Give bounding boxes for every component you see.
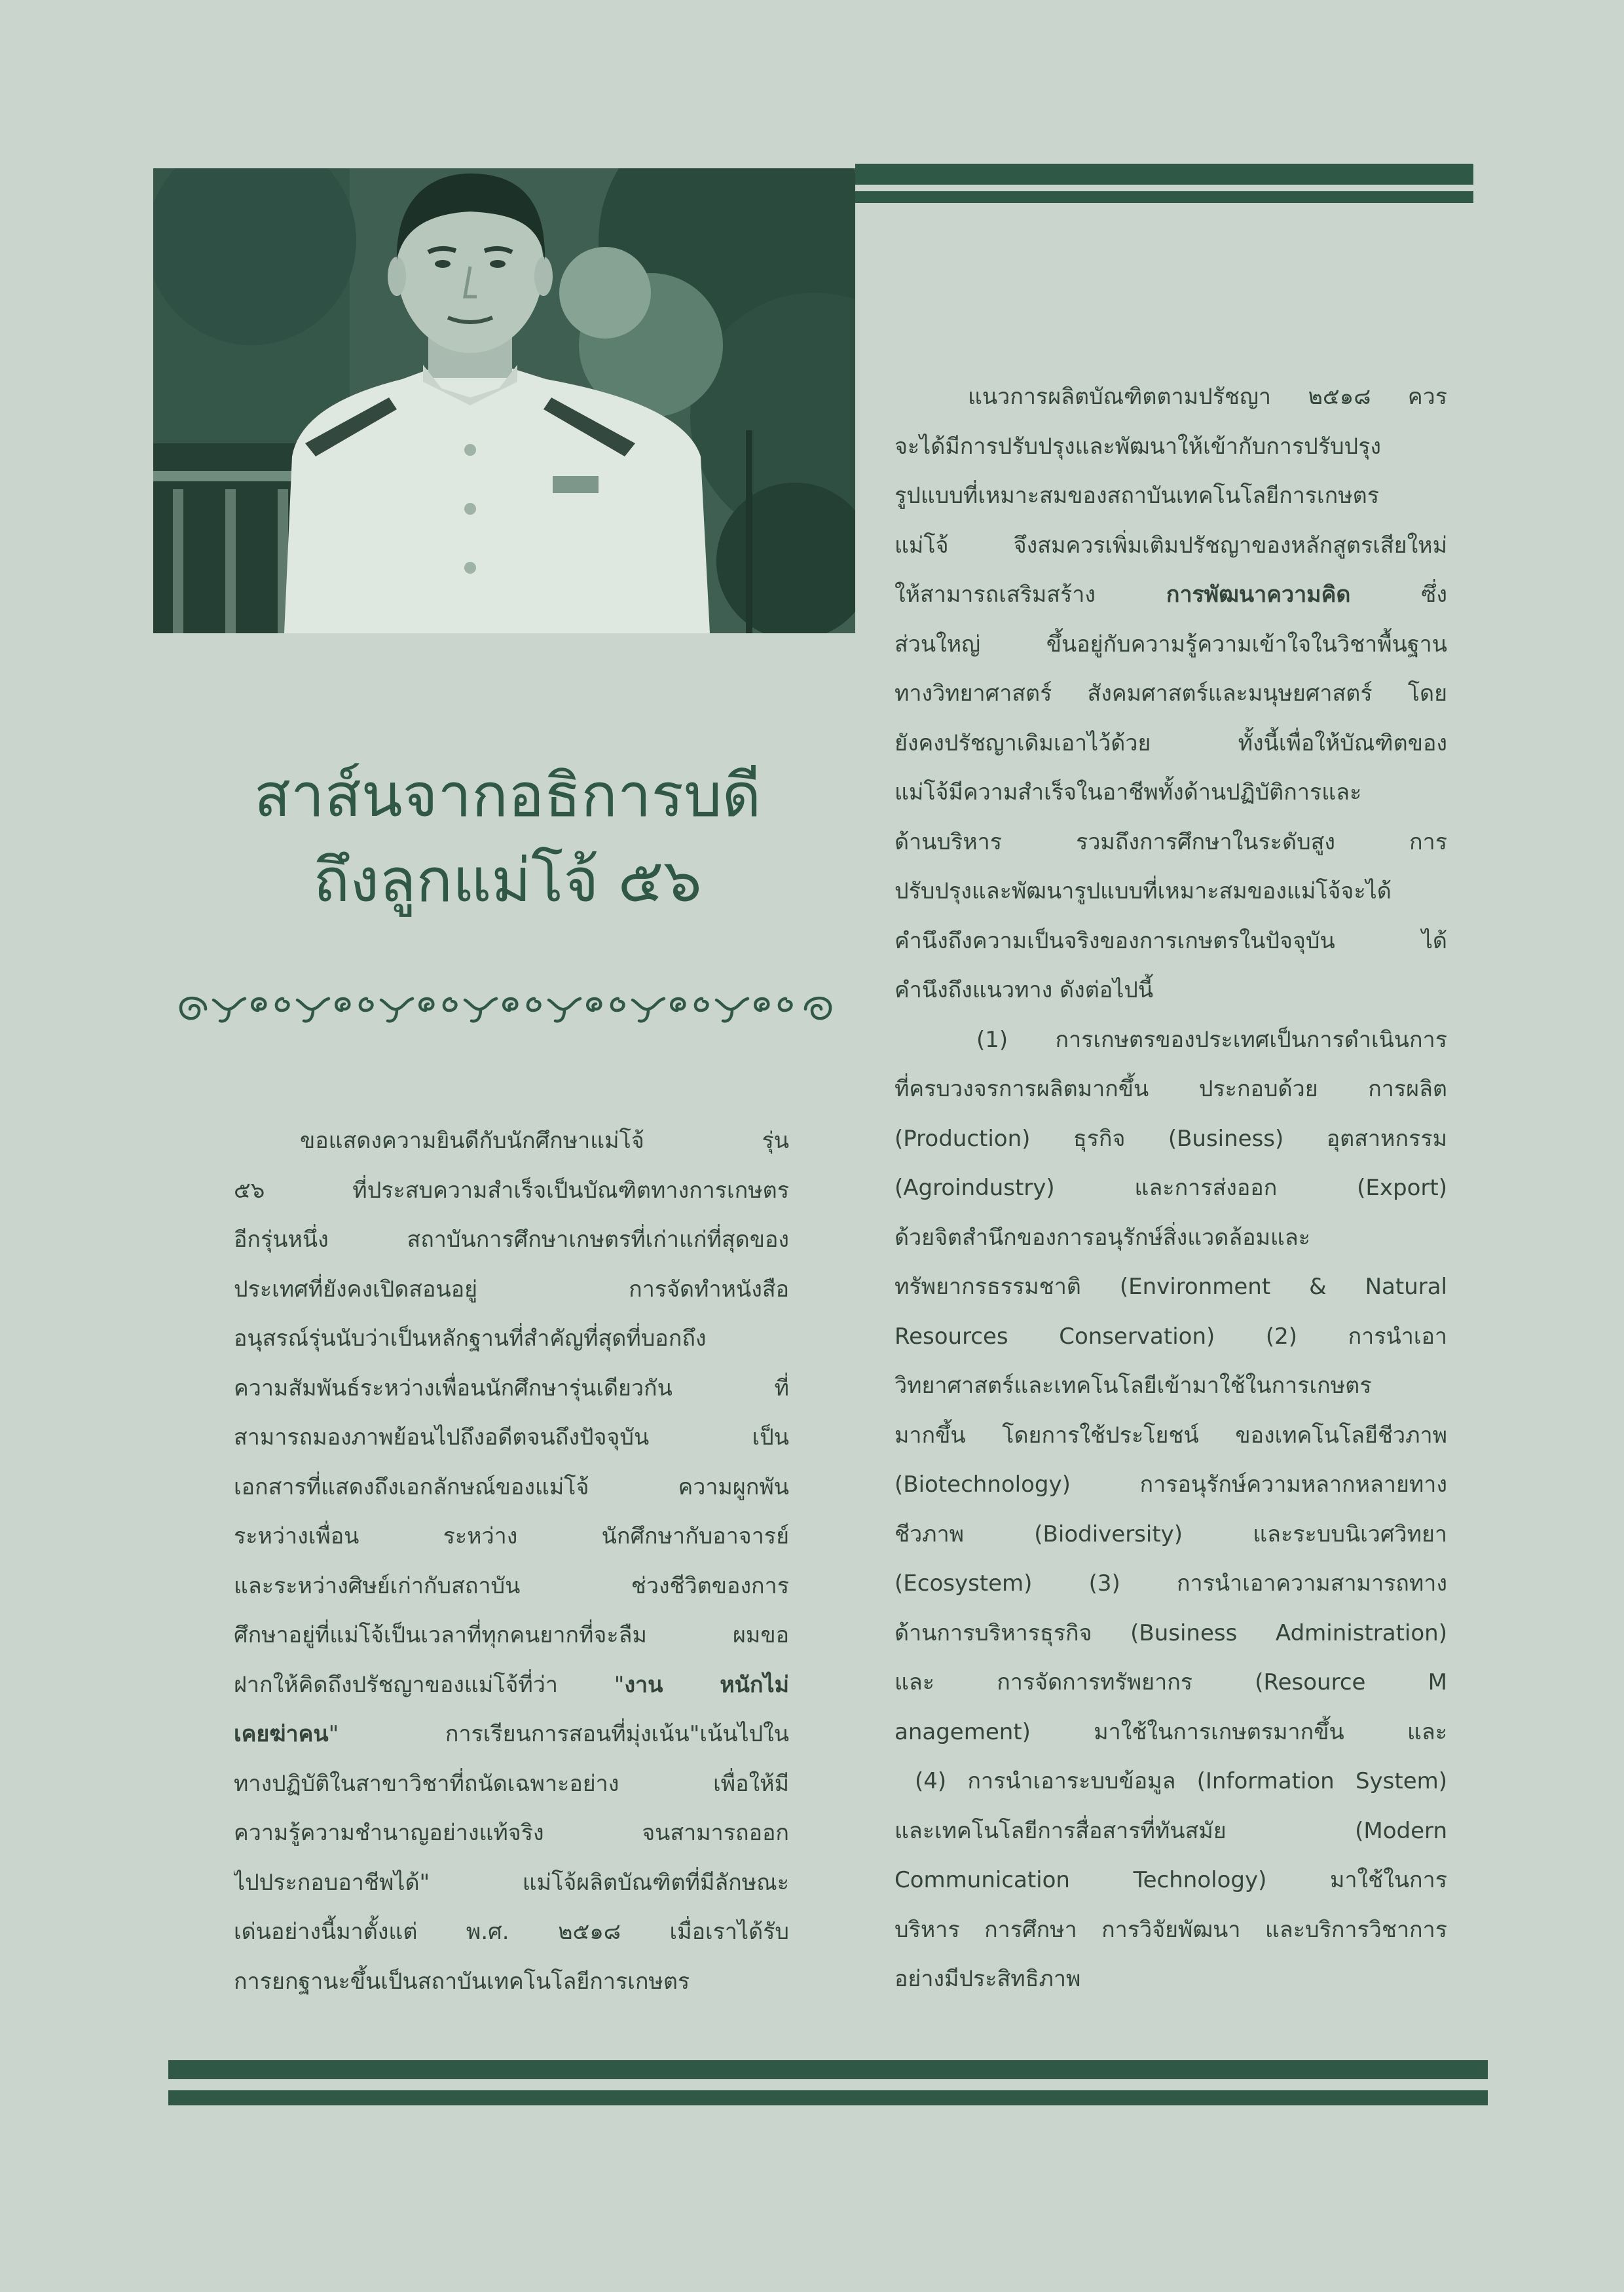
- title-line-1: สาส์นจากอธิการบดี: [253, 760, 762, 830]
- emphasis-text: การพัฒนาความคิด: [1166, 582, 1351, 608]
- paragraph-line: [234, 1661, 789, 1710]
- paragraph-line: (Agroindustry) และการส่งออก (Export): [895, 1175, 1447, 1201]
- paragraph-line: [234, 1710, 789, 1760]
- paragraph-line: ทางวิทยาศาสตร์ สังคมศาสตร์และมนุษยศาสตร์ โดย: [895, 680, 1447, 707]
- ornament-end-left: [181, 998, 206, 1018]
- paragraph-line: อย่างมีประสิทธิภาพ: [895, 1966, 1081, 1992]
- paragraph-line: แนวการผลิตบัณฑิตตามปรัชญา ๒๕๑๘ ควร: [968, 384, 1447, 410]
- paragraph-line: (Production) ธุรกิจ (Business) อุตสาหกรรม: [895, 1125, 1447, 1152]
- paragraph-line: ขอแสดงความยินดีกับนักศึกษาแม่โจ้ รุ่น: [300, 1128, 789, 1154]
- bottom-rule-thick: [168, 2060, 1488, 2079]
- paragraph-line: ปรับปรุงและพัฒนารูปแบบที่เหมาะสมของแม่โจ้จะได้: [895, 878, 1392, 904]
- uniform-button: [464, 503, 476, 515]
- paragraph-line: วิทยาศาสตร์และเทคโนโลยีเข้ามาใช้ในการเกษตร: [895, 1373, 1372, 1399]
- paragraph-line: รูปแบบที่เหมาะสมของสถาบันเทคโนโลยีการเกษตร: [895, 483, 1380, 509]
- left-column-text: [234, 1117, 789, 2006]
- ornament-motif: [297, 999, 372, 1021]
- paragraph-line: คำนึงถึงแนวทาง ดังต่อไปนี้: [895, 977, 1154, 1003]
- paragraph-line: แม่โจ้ จึงสมควรเพิ่มเติมปรัชญาของหลักสูตรเสียใหม่: [895, 532, 1447, 559]
- left-ear: [388, 257, 406, 296]
- paragraph-line: Communication Technology) มาใช้ในการ: [895, 1867, 1447, 1893]
- paragraph-line: และ การจัดการทรัพยากร (Resource M: [895, 1669, 1447, 1695]
- paragraph-line: ชีวภาพ (Biodiversity) และระบบนิเวศวิทยา: [895, 1521, 1447, 1547]
- paragraph-line: anagement) มาใช้ในการเกษตรมากขึ้น และ: [895, 1718, 1447, 1745]
- paragraph-line: อนุสรณ์รุ่นนับว่าเป็นหลักฐานที่สำคัญที่สุดที่บอกถึง: [234, 1325, 707, 1352]
- paragraph-line: ระหว่างเพื่อน ระหว่าง นักศึกษากับอาจารย์: [234, 1523, 789, 1549]
- paragraph-line: อีกรุ่นหนึ่ง สถาบันการศึกษาเกษตรที่เก่าแก่ที่สุดของ: [234, 1227, 789, 1253]
- paragraph-line: การยกฐานะขึ้นเป็นสถาบันเทคโนโลยีการเกษตร: [234, 1968, 690, 1995]
- paragraph-line: [895, 570, 1447, 620]
- paragraph-line: ด้วยจิตสำนึกของการอนุรักษ์สิ่งแวดล้อมและ: [895, 1224, 1311, 1251]
- ornament-motif: [549, 999, 623, 1021]
- left-eye: [435, 260, 451, 268]
- ornament-motif: [381, 999, 456, 1021]
- paragraph-line: ศึกษาอยู่ที่แม่โจ้เป็นเวลาที่ทุกคนยากที่จะลืม ผมขอ: [234, 1622, 789, 1648]
- paragraph-line: ทรัพยากรธรรมชาติ (Environment & Natural: [895, 1274, 1447, 1300]
- paragraph-line: (1) การเกษตรของประเทศเป็นการดำเนินการ: [976, 1026, 1447, 1053]
- paragraph-line: ด้านบริหาร รวมถึงการศึกษาในระดับสูง การ: [895, 828, 1447, 855]
- paragraph-line: มากขึ้น โดยการใช้ประโยชน์ ของเทคโนโลยีชีวภาพ: [895, 1422, 1447, 1449]
- paragraph-line: ไปประกอบอาชีพได้" แม่โจ้ผลิตบัณฑิตที่มีลักษณะ: [234, 1869, 789, 1896]
- paragraph-line: เด่นอย่างนี้มาตั้งแต่ พ.ศ. ๒๕๑๘ เมื่อเราได้รับ: [234, 1919, 789, 1945]
- uniform-ribbon: [553, 476, 599, 493]
- paragraph-line: คำนึงถึงความเป็นจริงของการเกษตรในปัจจุบัน ได้: [895, 927, 1447, 954]
- paragraph-line: (Biotechnology) การอนุรักษ์ความหลากหลายทาง: [895, 1471, 1447, 1498]
- paragraph-line: (4) การนำเอาระบบข้อมูล (Information System): [915, 1768, 1447, 1794]
- paragraph-line: (Ecosystem) (3) การนำเอาความสามารถทาง: [895, 1570, 1447, 1597]
- paragraph-line: ความรู้ความชำนาญอย่างแท้จริง จนสามารถออก: [234, 1820, 789, 1846]
- line-text: " การเรียนการสอนที่มุ่งเน้น"เน้นไปใน: [328, 1721, 789, 1747]
- paragraph-line: ๕๖ ที่ประสบความสำเร็จเป็นบัณฑิตทางการเกษตร: [234, 1177, 789, 1204]
- paragraph-line: เอกสารที่แสดงถึงเอกลักษณ์ของแม่โจ้ ความผูกพัน: [234, 1473, 789, 1500]
- ornament-motif: [716, 999, 791, 1021]
- ornament-motif: [633, 999, 707, 1021]
- ornament-divider: [175, 980, 840, 1033]
- paragraph-line: ด้านการบริหารธุรกิจ (Business Administration): [895, 1619, 1447, 1646]
- ornament-end-right: [805, 998, 830, 1018]
- top-rule-thin: [855, 191, 1473, 203]
- paragraph-line: และเทคโนโลยีการสื่อสารที่ทันสมัย (Modern: [895, 1817, 1447, 1844]
- top-rule-thick: [855, 164, 1473, 185]
- paragraph-line: บริหาร การศึกษา การวิจัยพัฒนา และบริการวิชาการ: [895, 1916, 1447, 1943]
- paragraph-line: Resources Conservation) (2) การนำเอา: [895, 1323, 1447, 1350]
- background-building: [153, 443, 304, 633]
- paragraph-line: ทางปฏิบัติในสาขาวิชาที่ถนัดเฉพาะอย่าง เพื่อให้มี: [234, 1770, 789, 1797]
- right-column-text: [895, 373, 1447, 2005]
- paragraph-line: และระหว่างศิษย์เก่ากับสถาบัน ช่วงชีวิตของการ: [234, 1572, 789, 1599]
- ornament-motif: [213, 999, 288, 1021]
- article-title: [167, 753, 848, 923]
- line-text: ให้สามารถเสริมสร้าง: [895, 582, 1166, 608]
- uniform-button: [464, 444, 476, 456]
- paragraph-line: ที่ครบวงจรการผลิตมากขึ้น ประกอบด้วย การผลิต: [895, 1076, 1447, 1102]
- paragraph-line: ส่วนใหญ่ ขึ้นอยู่กับความรู้ความเข้าใจในวิชาพื้นฐาน: [895, 631, 1447, 657]
- paragraph-line: ความสัมพันธ์ระหว่างเพื่อนนักศึกษารุ่นเดียวกัน ที่: [234, 1375, 789, 1401]
- paragraph-line: สามารถมองภาพย้อนไปถึงอดีตจนถึงปัจจุบัน เป็น: [234, 1424, 789, 1451]
- ornament-motif: [465, 999, 540, 1021]
- paragraph-line: จะได้มีการปรับปรุงและพัฒนาให้เข้ากับการปรับปรุง: [895, 433, 1382, 460]
- lamp-post: [746, 430, 752, 633]
- emphasis-text: งาน หนักไม่: [624, 1671, 789, 1698]
- right-eye: [490, 260, 506, 268]
- line-text: ซึ่ง: [1350, 582, 1447, 608]
- right-ear: [534, 257, 553, 296]
- paragraph-line: ประเทศที่ยังคงเปิดสอนอยู่ การจัดทำหนังสือ: [234, 1276, 789, 1303]
- line-text: ฝากให้คิดถึงปรัชญาของแม่โจ้ที่ว่า ": [234, 1671, 625, 1698]
- uniform-button: [464, 562, 476, 574]
- portrait-photo: [153, 168, 855, 633]
- title-line-2: ถึงลูกแม่โจ้ ๕๖: [313, 845, 702, 915]
- bottom-rule-thin: [168, 2090, 1488, 2105]
- paragraph-line: แม่โจ้มีความสำเร็จในอาชีพทั้งด้านปฏิบัติการและ: [895, 779, 1362, 805]
- emphasis-text: เคยฆ่าคน: [234, 1721, 329, 1747]
- paragraph-line: ยังคงปรัชญาเดิมเอาไว้ด้วย ทั้งนี้เพื่อให้บัณฑิตของ: [895, 730, 1447, 756]
